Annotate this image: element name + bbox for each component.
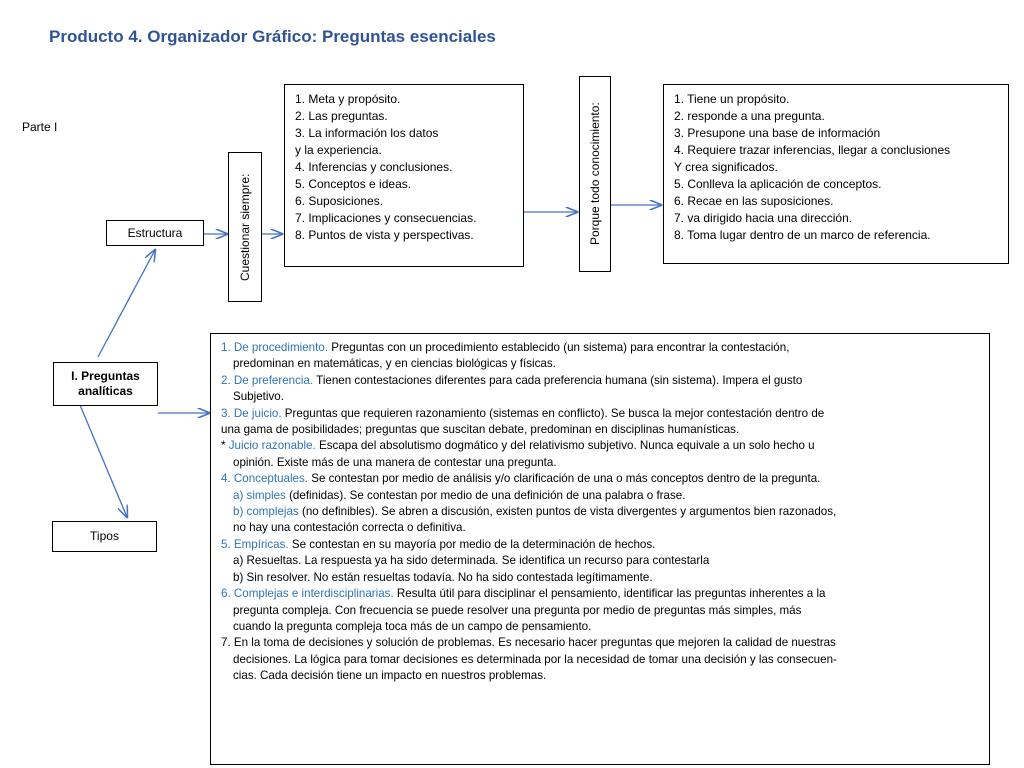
tipo-5: 5. Empíricas. Se contestan en su mayoría por medio de la determinación de hechos. — [221, 537, 656, 551]
arrow-to-estructura — [98, 250, 155, 357]
elements-box — [284, 84, 524, 267]
element-item: 6. Suposiciones. — [295, 194, 384, 208]
tipos-box — [210, 333, 990, 765]
element-item: 8. Puntos de vista y perspectivas. — [295, 228, 474, 242]
tipo-1: 1. De procedimiento. Preguntas con un procedimiento establecido (un sistema) para encontrar la contestación, — [221, 341, 790, 354]
knowledge-item: Y crea significados. — [674, 160, 778, 174]
tipo-7: 7. En la toma de decisiones y solución de problemas. Es necesario hacer preguntas que mejoren la calidad de nuestras — [221, 636, 836, 650]
tipo-4b: b) complejas (no definibles). Se abren a discusión, existen puntos de vista divergentes y argumentos bien razonados, — [233, 505, 837, 519]
element-item: 4. Inferencias y conclusiones. — [295, 160, 453, 174]
knowledge-item: 5. Conlleva la aplicación de conceptos. — [674, 177, 882, 191]
cuestionar-node: Cuestionar siempre: — [228, 152, 262, 302]
tipo-7-cont: decisiones. La lógica para tomar decisiones es determinada por la necesidad de tomar una decisión y las consecuen- — [233, 652, 837, 666]
tipo-3-cont: una gama de posibilidades; preguntas que suscitan debate, predominan en disciplinas humanísticas. — [221, 423, 740, 437]
element-item: 2. Las preguntas. — [295, 109, 388, 123]
knowledge-item: 6. Recae en las suposiciones. — [674, 194, 834, 208]
tipo-4b-cont: no hay una contestación correcta o definitiva. — [233, 521, 466, 535]
tipo-4: 4. Conceptuales. Se contestan por medio de análisis y/o clarificación de una o más conceptos dentro de la pregunta. — [221, 472, 821, 486]
knowledge-list — [674, 91, 998, 244]
element-item: y la experiencia. — [295, 143, 382, 157]
element-item: 3. La información los datos — [295, 126, 439, 140]
tipo-3: 3. De juicio. Preguntas que requieren razonamiento (sistemas en conflicto). Se busca la mejor contestación dentro de — [221, 406, 825, 420]
tipo-6-cont2: cuando la pregunta compleja toca más de un campo de pensamiento. — [233, 619, 592, 633]
knowledge-item: 2. responde a una pregunta. — [674, 109, 825, 123]
tipo-4a: a) simples (definidas). Se contestan por medio de una definición de una palabra o frase. — [233, 488, 686, 502]
tipo-7-cont2: cias. Cada decisión tiene un impacto en nuestros problemas. — [233, 669, 547, 683]
tipos-node: Tipos — [52, 521, 157, 552]
preguntas-analiticas-node: I. Preguntas analíticas — [53, 362, 158, 406]
elements-list — [295, 91, 513, 244]
tipo-3b-cont: opinión. Existe más de una manera de contestar una pregunta. — [233, 455, 557, 469]
knowledge-box — [663, 84, 1009, 264]
page-title: Producto 4. Organizador Gráfico: Preguntas esenciales — [49, 27, 496, 46]
tipo-6-cont: pregunta compleja. Con frecuencia se puede resolver una pregunta por medio de preguntas más simples, más — [233, 603, 802, 617]
element-item: 7. Implicaciones y consecuencias. — [295, 211, 477, 225]
tipo-6: 6. Complejas e interdisciplinarias. Resulta útil para disciplinar el pensamiento, identificar las preguntas inherentes a la — [221, 587, 826, 601]
knowledge-item: 4. Requiere trazar inferencias, llegar a conclusiones — [674, 143, 951, 157]
porque-node: Porque todo conocimiento: — [579, 76, 611, 272]
tipo-1-cont: predominan en matemáticas, y en ciencias biológicas y físicas. — [233, 357, 556, 371]
knowledge-item: 3. Presupone una base de información — [674, 126, 881, 140]
knowledge-item: 8. Toma lugar dentro de un marco de referencia. — [674, 228, 931, 242]
element-item: 5. Conceptos e ideas. — [295, 177, 412, 191]
arrow-to-tipos — [80, 405, 127, 517]
element-item: 1. Meta y propósito. — [295, 92, 401, 106]
parte-label: Parte I — [22, 120, 58, 134]
knowledge-item: 7. va dirigido hacia una dirección. — [674, 211, 853, 225]
tipo-5b: b) Sin resolver. No están resueltas todavía. No ha sido contestada legítimamente. — [233, 570, 653, 584]
knowledge-item: 1. Tiene un propósito. — [674, 92, 790, 106]
tipo-2-cont: Subjetivo. — [233, 390, 284, 404]
tipo-2: 2. De preferencia. Tienen contestaciones diferentes para cada preferencia humana (sin sistema). Impera el gusto — [221, 373, 803, 387]
tipo-3b: * Juicio razonable. Escapa del absolutismo dogmático y del relativismo subjetivo. Nunca equivale a un solo hecho u — [221, 439, 815, 453]
estructura-node: Estructura — [106, 220, 204, 246]
tipo-5a: a) Resueltas. La respuesta ya ha sido determinada. Se identifica un recurso para contestarla — [233, 554, 710, 568]
